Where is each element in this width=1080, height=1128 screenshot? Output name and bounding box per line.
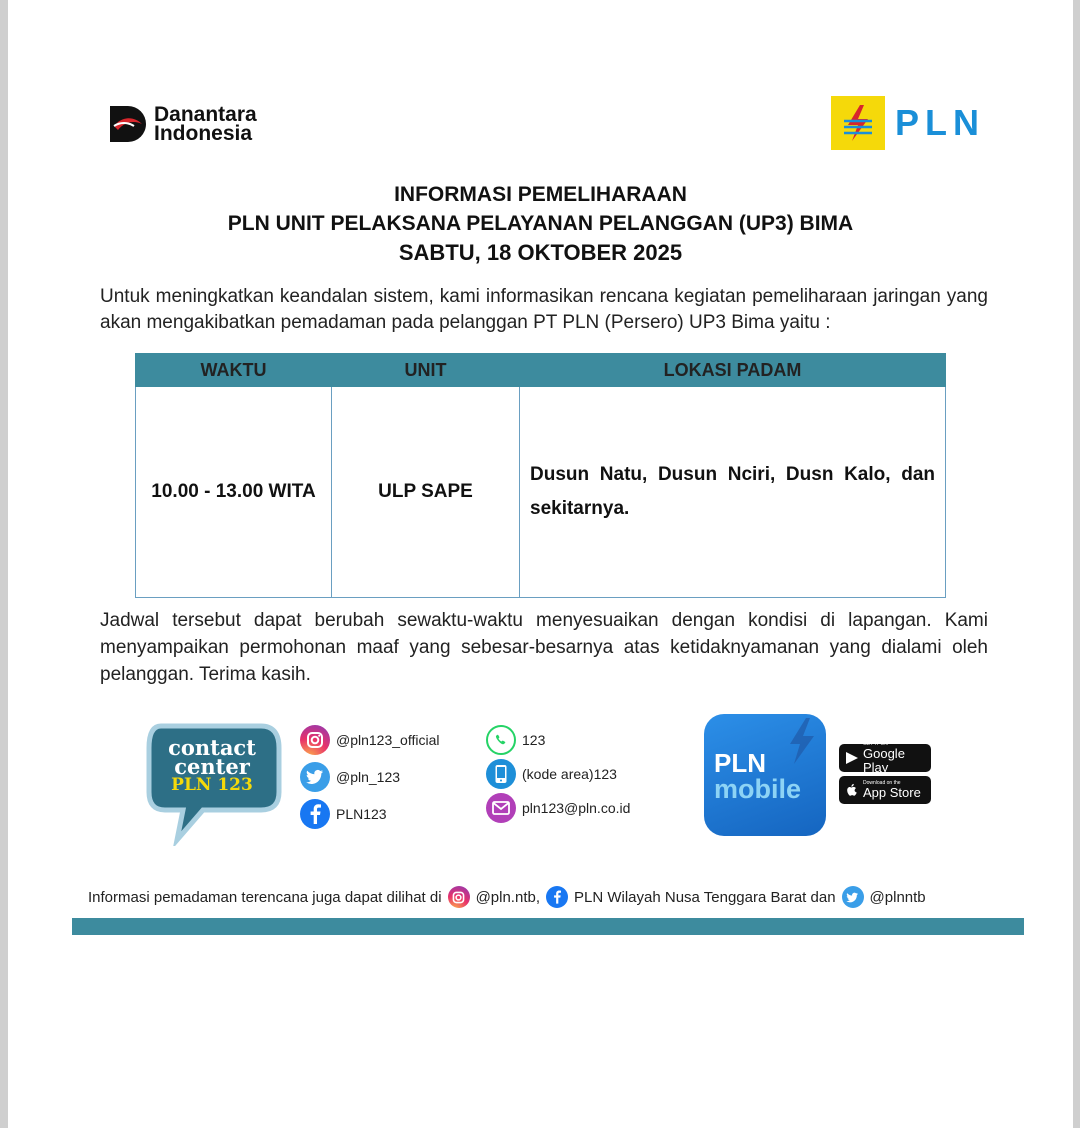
cell-waktu: 10.00 - 13.00 WITA	[136, 387, 332, 598]
document-page	[8, 0, 1073, 1128]
app-name-line2: mobile	[714, 774, 802, 804]
facebook-handle: PLN123	[336, 806, 387, 822]
email-address: pln123@pln.co.id	[522, 800, 631, 816]
app-store-badge[interactable]	[839, 776, 931, 804]
facebook-icon	[546, 886, 568, 908]
google-play-badge[interactable]	[839, 741, 931, 775]
instagram-icon	[448, 886, 470, 908]
twitter-icon	[842, 886, 864, 908]
title-line-1: INFORMASI PEMELIHARAAN	[394, 183, 687, 206]
contact-phone[interactable]	[486, 759, 617, 789]
phone-icon	[486, 759, 516, 789]
whatsapp-icon	[486, 725, 516, 755]
email-icon	[486, 793, 516, 823]
phone-number: (kode area)123	[522, 766, 617, 782]
pln-lightning-icon	[831, 96, 885, 150]
contact-instagram[interactable]	[300, 725, 439, 755]
cell-lokasi: Dusun Natu, Dusun Nciri, Dusn Kalo, dan sekitarnya.	[520, 387, 946, 598]
footer-info	[88, 886, 926, 908]
title-line-2: PLN UNIT PELAKSANA PELAYANAN PELANGGAN (UP3) BIMA	[227, 212, 854, 235]
danantara-line1: Danantara	[154, 103, 257, 126]
footer-prefix: Informasi pemadaman terencana juga dapat dilihat di	[88, 888, 442, 906]
cc-line2: center	[174, 754, 250, 779]
pln-wordmark: PLN	[895, 102, 985, 143]
lightning-icon	[784, 718, 818, 764]
google-play-icon	[845, 751, 859, 765]
header-waktu: WAKTU	[136, 354, 332, 387]
pln-mobile-app-icon[interactable]	[704, 714, 826, 836]
table-header-row	[136, 354, 946, 387]
contact-facebook[interactable]	[300, 799, 387, 829]
danantara-mark-icon	[108, 104, 148, 144]
closing-paragraph: Jadwal tersebut dapat berubah sewaktu-waktu menyesuaikan dengan kondisi di lapangan. Kami menyampaikan permohonan maaf yang sebesar-besarnya atas ketidaknyamanan yang dialami oleh pelanggan. Terima kasih.	[100, 610, 988, 685]
table-row	[136, 387, 946, 598]
intro-paragraph: Untuk meningkatkan keandalan sistem, kami informasikan rencana kegiatan pemeliharaan jaringan yang akan mengakibatkan pemadaman pada pelanggan PT PLN (Persero) UP3 Bima yaitu :	[100, 286, 988, 333]
contact-center-label	[156, 735, 268, 795]
footer-instagram[interactable]: @pln.ntb,	[475, 888, 540, 906]
footer-bar	[72, 918, 1024, 935]
instagram-icon	[300, 725, 330, 755]
danantara-line2: Indonesia	[154, 122, 253, 145]
apple-icon	[845, 783, 859, 797]
schedule-table	[135, 353, 946, 598]
footer-facebook[interactable]: PLN Wilayah Nusa Tenggara Barat dan	[574, 888, 836, 906]
twitter-handle: @pln_123	[336, 769, 401, 785]
header-unit: UNIT	[332, 354, 520, 387]
contact-twitter[interactable]	[300, 762, 400, 792]
contact-email[interactable]	[486, 793, 630, 823]
cc-line3: PLN 123	[171, 775, 253, 795]
title-date: SABTU, 18 OKTOBER 2025	[398, 240, 683, 265]
danantara-logo	[108, 104, 257, 144]
app-store-large-text: App Store	[863, 785, 921, 800]
app-name-line1: PLN	[714, 748, 766, 778]
cc-line1: contact	[168, 735, 256, 760]
whatsapp-number: 123	[522, 732, 546, 748]
google-play-large-text: Google Play	[863, 746, 905, 775]
cell-unit: ULP SAPE	[332, 387, 520, 598]
pln-logo	[831, 96, 985, 150]
footer-twitter[interactable]: @plnntb	[869, 888, 926, 906]
app-store-small-text: Download on the	[863, 780, 901, 786]
header-lokasi-padam: LOKASI PADAM	[520, 354, 946, 387]
contact-whatsapp[interactable]	[486, 725, 545, 755]
title-block	[8, 180, 1073, 267]
instagram-handle: @pln123_official	[336, 732, 440, 748]
facebook-icon	[300, 799, 330, 829]
twitter-icon	[300, 762, 330, 792]
danantara-wordmark	[154, 105, 257, 143]
google-play-small-text: GET IT ON	[863, 741, 888, 747]
